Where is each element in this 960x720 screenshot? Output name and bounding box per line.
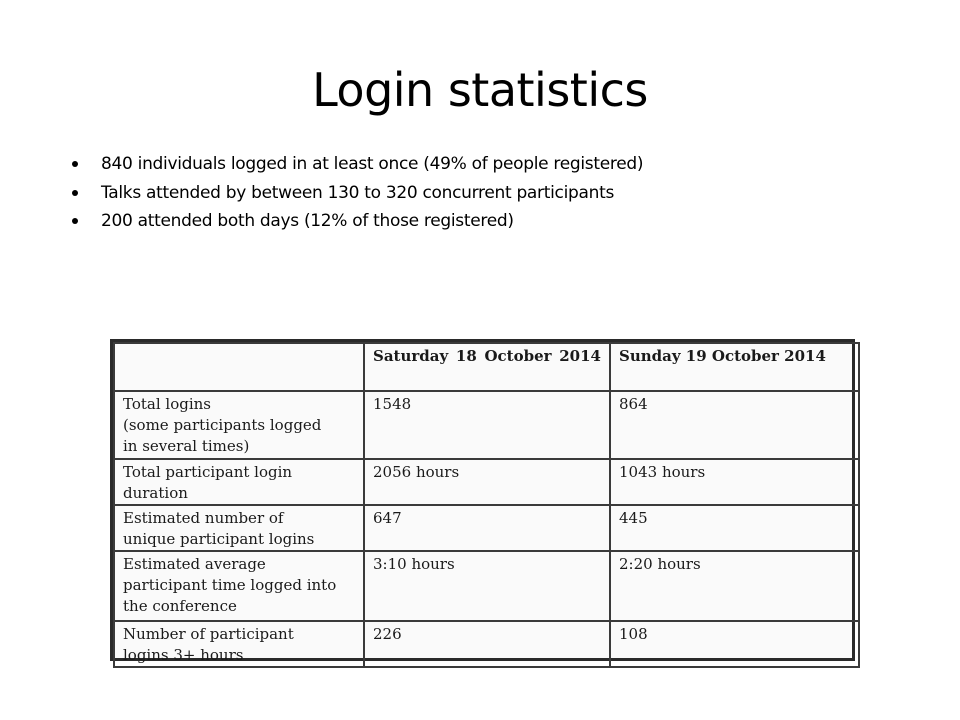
table-row: [114, 505, 859, 551]
header-cell-empty: [114, 343, 364, 391]
sunday-value: 1043 hours: [610, 459, 859, 505]
bullet-list: [72, 150, 643, 236]
saturday-value: 226: [364, 621, 610, 667]
saturday-value: 3:10 hours: [364, 551, 610, 621]
slide-title: Login statistics: [312, 63, 648, 117]
sunday-value: 864: [610, 391, 859, 459]
table-row: [114, 551, 859, 621]
bullet-text: Talks attended by between 130 to 320 concurrent participants: [101, 182, 615, 203]
bullet-dot-icon: [72, 190, 78, 196]
row-label: Estimated number of unique participant logins: [114, 505, 364, 551]
row-label: Number of participant logins 3+ hours: [114, 621, 364, 667]
bullet-item: [72, 179, 643, 208]
table-row: [114, 391, 859, 459]
row-label: Total logins (some participants logged in several times): [114, 391, 364, 459]
bullet-item: [72, 207, 643, 236]
sunday-value: 2:20 hours: [610, 551, 859, 621]
header-sunday-text: Sunday 19 October 2014: [619, 347, 826, 365]
bullet-item: [72, 150, 643, 179]
saturday-value: 1548: [364, 391, 610, 459]
table-row: [114, 621, 859, 667]
table-header-row: [114, 343, 859, 391]
header-cell-saturday: [364, 343, 610, 391]
bullet-dot-icon: [72, 218, 78, 224]
saturday-value: 2056 hours: [364, 459, 610, 505]
header-cell-sunday: [610, 343, 859, 391]
bullet-text: 840 individuals logged in at least once (49% of people registered): [101, 154, 644, 174]
row-label: Total participant login duration: [114, 459, 364, 505]
saturday-value: 647: [364, 505, 610, 551]
row-label: Estimated average participant time logged into the conference: [114, 551, 364, 621]
table-row: [114, 459, 859, 505]
header-saturday-text: Saturday 18 October 2014: [373, 347, 601, 365]
sunday-value: 445: [610, 505, 859, 551]
login-stats-table-image: [110, 339, 855, 664]
sunday-value: 108: [610, 621, 859, 667]
bullet-text: 200 attended both days (12% of those registered): [101, 211, 514, 231]
bullet-dot-icon: [72, 161, 78, 167]
login-stats-table: [113, 342, 860, 668]
